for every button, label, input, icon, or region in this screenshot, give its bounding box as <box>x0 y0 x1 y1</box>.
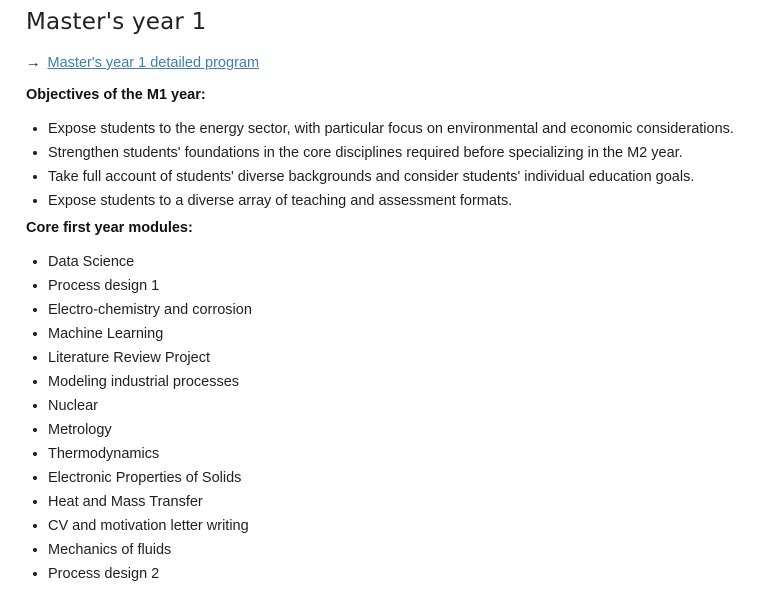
modules-list <box>26 250 777 586</box>
module-item: • Heat and Mass Transfer <box>48 490 777 514</box>
page-title: Master's year 1 <box>26 9 207 35</box>
module-item: • Data Science <box>48 250 777 274</box>
module-item: • Process design 1 <box>48 274 777 298</box>
objective-item: • Strengthen students' foundations in the core disciplines required before specializing in the M2 year. <box>48 141 777 165</box>
module-item: • CV and motivation letter writing <box>48 514 777 538</box>
module-item: • Process design 2 <box>48 562 777 586</box>
module-item: • Machine Learning <box>48 322 777 346</box>
module-item: • Nuclear <box>48 394 777 418</box>
modules-heading: Core first year modules: <box>26 220 193 236</box>
module-item: • Electronic Properties of Solids <box>48 466 777 490</box>
objectives-list <box>26 117 777 213</box>
objectives-heading: Objectives of the M1 year: <box>26 87 206 103</box>
module-item: • Mechanics of fluids <box>48 538 777 562</box>
module-item: • Modeling industrial processes <box>48 370 777 394</box>
arrow-right-icon: → <box>26 55 41 71</box>
objective-item: • Take full account of students' diverse backgrounds and consider students' individual education goals. <box>48 165 777 189</box>
module-item: • Electro-chemistry and corrosion <box>48 298 777 322</box>
detailed-program-link[interactable]: Master's year 1 detailed program <box>47 55 260 71</box>
detailed-program-link-row <box>26 52 777 74</box>
objective-item: • Expose students to a diverse array of teaching and assessment formats. <box>48 189 777 213</box>
module-item: • Metrology <box>48 418 777 442</box>
module-item: • Literature Review Project <box>48 346 777 370</box>
module-item: • Thermodynamics <box>48 442 777 466</box>
objective-item: • Expose students to the energy sector, with particular focus on environmental and economic considerations. <box>48 117 777 141</box>
